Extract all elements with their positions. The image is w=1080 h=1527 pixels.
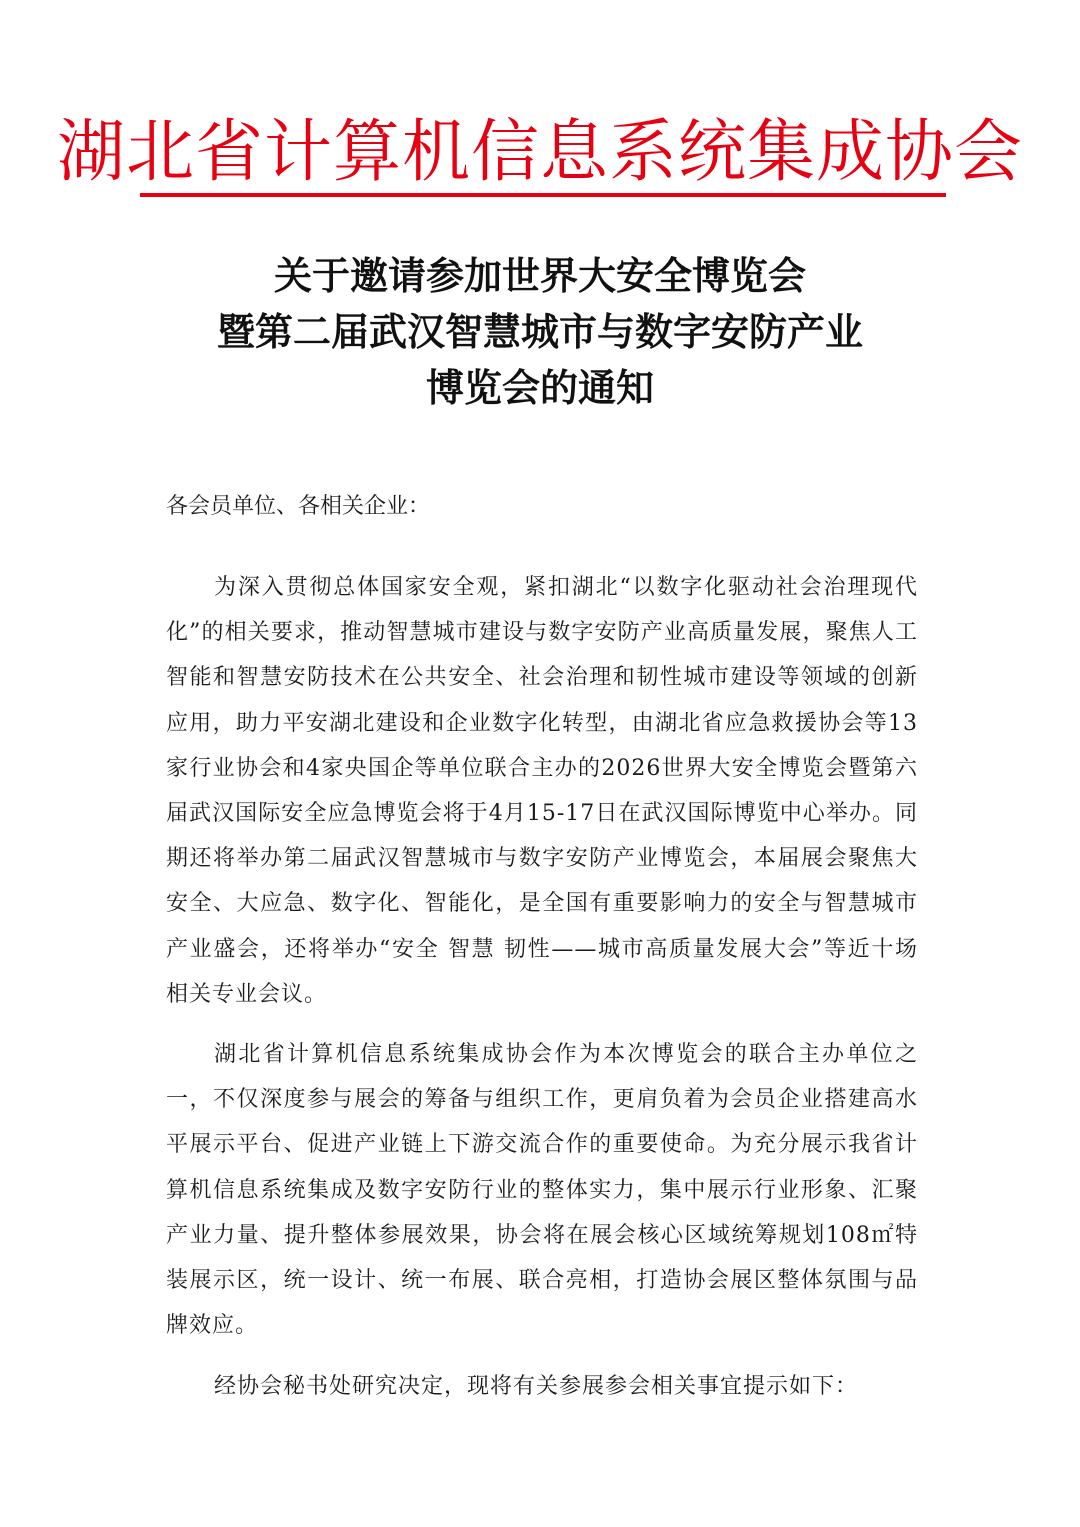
salutation: 各会员单位、各相关企业： xyxy=(166,494,431,519)
body-paragraph-3: 经协会秘书处研究决定，现将有关参展参会相关事宜提示如下： xyxy=(214,1374,859,1399)
body-paragraph-1: 为深入贯彻总体国家安全观，紧扣湖北“以数字化驱动社会治理现代化”的相关要求，推动智慧城市建设与数字安防产业高质量发展，聚焦人工智能和智慧安防技术在公共安全、社会治理和韧性城市建设等领域的创新应用，助力平安湖北建设和企业数字化转型，由湖北省应急救援协会等13家行业协会和4家央国企等单位联合主办的2026世界大安全博览会暨第六届武汉国际安全应急博览会将于4月15-17日在武汉国际博览中心举办。同期还将举办第二届武汉智慧城市与数字安防产业博览会，本届展会聚焦大安全、大应急、数字化、智能化，是全国有重要影响力的安全与智慧城市产业盛会，还将举办“安全 智慧 韧性——城市高质量发展大会”等近十场相关专业会议。 xyxy=(166,575,918,1007)
title-line-2: 暨第二届武汉智慧城市与数字安防产业 xyxy=(216,310,863,354)
title-line-1: 关于邀请参加世界大安全博览会 xyxy=(273,254,806,298)
body-paragraph-2: 湖北省计算机信息系统集成协会作为本次博览会的联合主办单位之一，不仅深度参与展会的筹备与组织工作，更肩负着为会员企业搭建高水平展示平台、促进产业链上下游交流合作的重要使命。为充分展示我省计算机信息系统集成及数字安防行业的整体实力，集中展示行业形象、汇聚产业力量、提升整体参展效果，协会将在展会核心区域统筹规划108㎡特装展示区，统一设计、统一布展、联合亮相，打造协会展区整体氛围与品牌效应。 xyxy=(166,1042,918,1339)
document-title xyxy=(0,248,1080,416)
header-red-rule xyxy=(140,193,946,197)
title-line-3: 博览会的通知 xyxy=(425,366,654,410)
organization-header: 湖北省计算机信息系统集成协会 xyxy=(56,113,1023,192)
